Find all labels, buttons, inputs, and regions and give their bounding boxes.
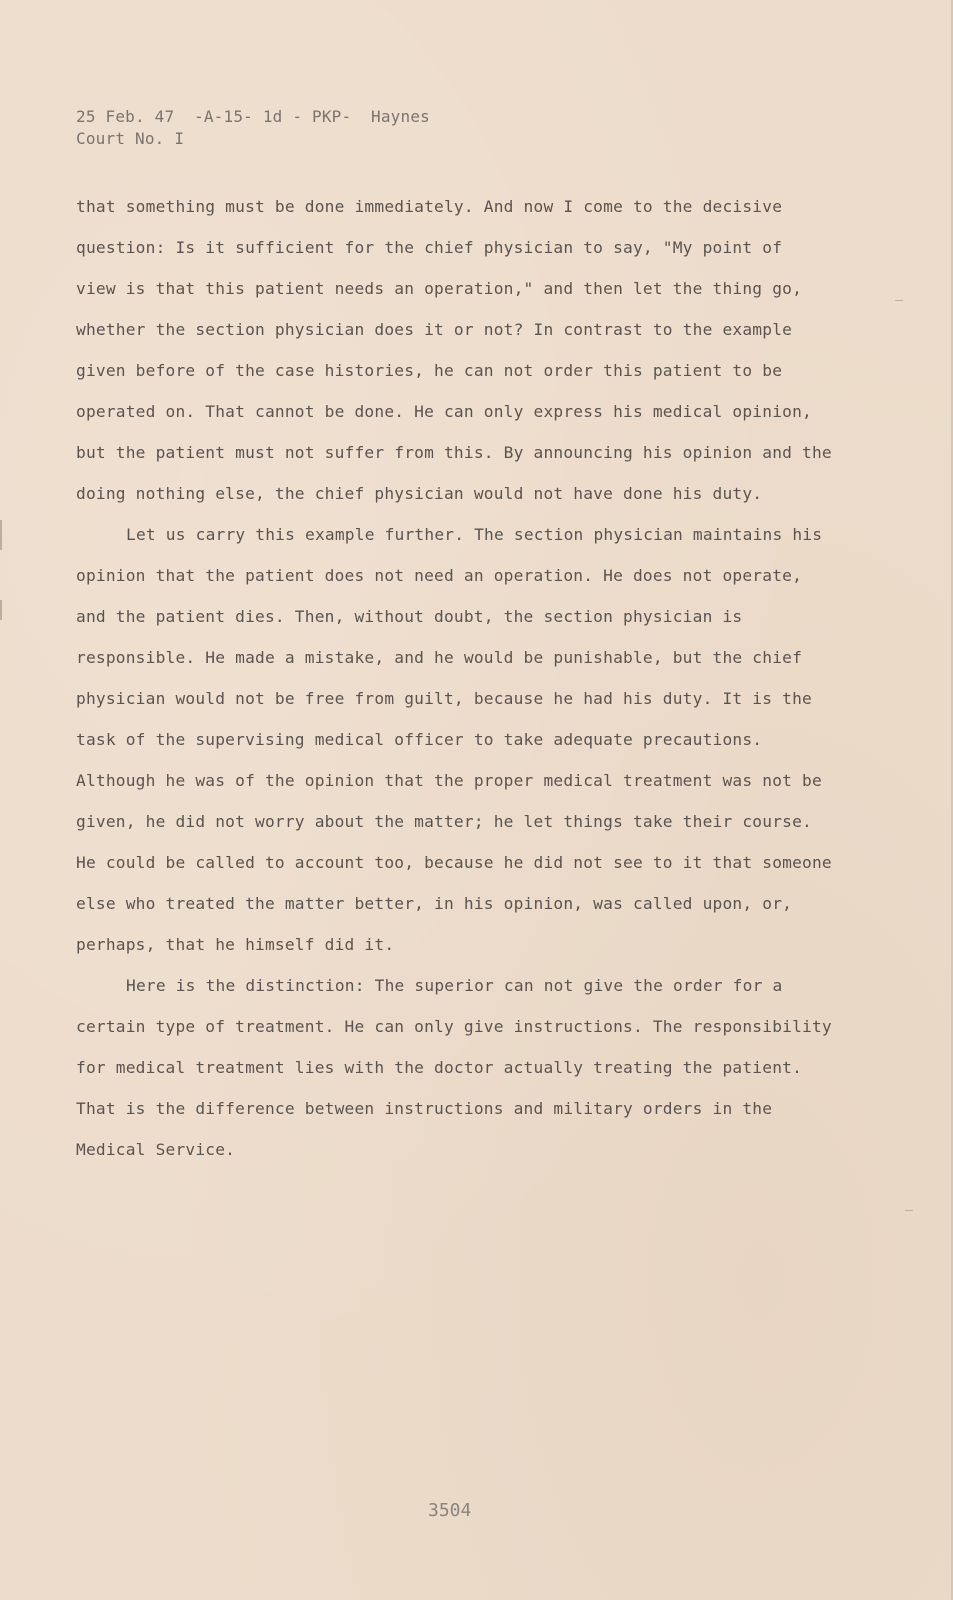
body-line: He could be called to account too, because he did not see to it that someone xyxy=(76,853,832,872)
body-line: for medical treatment lies with the doctor actually treating the patient. xyxy=(76,1058,803,1077)
body-line: Let us carry this example further. The section physician maintains his xyxy=(126,525,823,544)
document-header xyxy=(76,106,430,150)
body-line: responsible. He made a mistake, and he would be punishable, but the chief xyxy=(76,648,803,667)
body-line: else who treated the matter better, in his opinion, was called upon, or, xyxy=(76,894,793,913)
document-body xyxy=(76,186,866,1170)
body-line: question: Is it sufficient for the chief physician to say, "My point of xyxy=(76,238,783,257)
body-line: and the patient dies. Then, without doubt, the section physician is xyxy=(76,607,743,626)
body-line: opinion that the patient does not need an operation. He does not operate, xyxy=(76,566,803,585)
margin-mark xyxy=(905,1210,913,1211)
body-line: physician would not be free from guilt, because he had his duty. It is the xyxy=(76,689,812,708)
header-court-line: Court No. I xyxy=(76,129,185,148)
body-line: Here is the distinction: The superior can not give the order for a xyxy=(126,976,783,995)
margin-mark xyxy=(0,520,2,550)
page-number: 3504 xyxy=(428,1500,472,1521)
body-line: operated on. That cannot be done. He can only express his medical opinion, xyxy=(76,402,812,421)
body-line: doing nothing else, the chief physician would not have done his duty. xyxy=(76,484,763,503)
header-session-line: 25 Feb. 47 -A-15- 1d - PKP- Haynes xyxy=(76,107,430,126)
body-line: Although he was of the opinion that the proper medical treatment was not be xyxy=(76,771,822,790)
body-line: given, he did not worry about the matter; he let things take their course. xyxy=(76,812,812,831)
body-line: task of the supervising medical officer to take adequate precautions. xyxy=(76,730,763,749)
body-line: whether the section physician does it or not? In contrast to the example xyxy=(76,320,793,339)
body-line: view is that this patient needs an operation," and then let the thing go, xyxy=(76,279,803,298)
body-line: certain type of treatment. He can only give instructions. The responsibility xyxy=(76,1017,832,1036)
margin-mark xyxy=(0,600,2,620)
body-line: perhaps, that he himself did it. xyxy=(76,935,395,954)
body-line: given before of the case histories, he can not order this patient to be xyxy=(76,361,783,380)
body-line: That is the difference between instructions and military orders in the xyxy=(76,1099,773,1118)
body-line: that something must be done immediately. And now I come to the decisive xyxy=(76,197,783,216)
body-line: Medical Service. xyxy=(76,1140,236,1159)
margin-mark xyxy=(895,300,903,301)
body-line: but the patient must not suffer from this. By announcing his opinion and the xyxy=(76,443,832,462)
